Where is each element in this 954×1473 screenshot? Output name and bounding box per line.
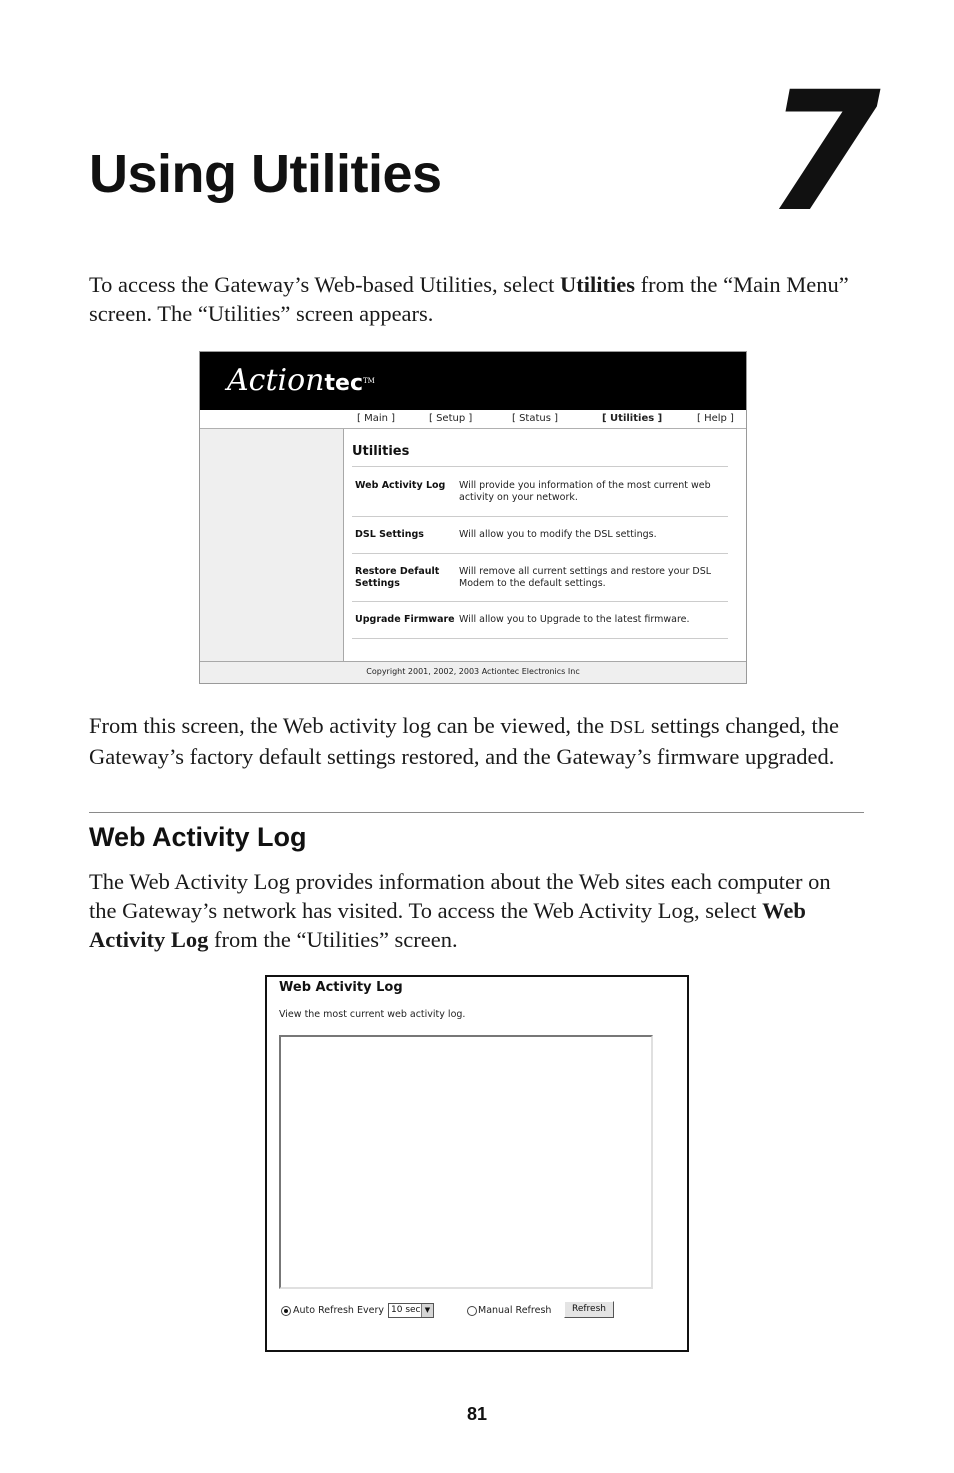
dsl-settings-desc: Will allow you to modify the DSL settings. bbox=[459, 529, 657, 540]
nav-status[interactable]: [ Status ] bbox=[512, 413, 559, 424]
utilities-heading: Utilities bbox=[352, 444, 410, 459]
log-textarea[interactable] bbox=[279, 1035, 653, 1289]
logo-script: Action bbox=[227, 363, 325, 398]
after-text-2: settings changed, the Gateway’s factory default settings restored, and the Gateway’s firmware upgraded. bbox=[89, 713, 839, 769]
section-divider bbox=[89, 812, 864, 813]
log-title: Web Activity Log bbox=[279, 980, 403, 995]
refresh-button[interactable]: Refresh bbox=[564, 1301, 614, 1318]
nav-setup[interactable]: [ Setup ] bbox=[429, 413, 473, 424]
rule bbox=[352, 466, 728, 467]
after-smallcaps: DSL bbox=[609, 717, 646, 737]
dropdown-arrow-icon: ▼ bbox=[421, 1304, 433, 1317]
chapter-title: Using Utilities bbox=[89, 144, 442, 204]
upgrade-firmware-desc: Will allow you to Upgrade to the latest firmware. bbox=[459, 614, 690, 625]
section-title: Web Activity Log bbox=[89, 822, 307, 852]
restore-default-desc: Will remove all current settings and restore your DSL Modem to the default settings. bbox=[459, 566, 712, 589]
nav-main[interactable]: [ Main ] bbox=[357, 413, 396, 424]
intro-bold: Utilities bbox=[560, 272, 636, 297]
manual-refresh-radio[interactable] bbox=[467, 1306, 477, 1316]
nav-utilities[interactable]: [ Utilities ] bbox=[602, 413, 663, 424]
chapter-number: 7 bbox=[766, 56, 881, 248]
logo-tm: TM bbox=[362, 377, 375, 385]
header-bar bbox=[200, 352, 746, 410]
nav-help[interactable]: [ Help ] bbox=[697, 413, 734, 424]
section-paragraph bbox=[89, 867, 849, 954]
interval-value: 10 sec bbox=[391, 1305, 421, 1315]
refresh-controls bbox=[281, 1303, 681, 1319]
restore-default-link[interactable]: Restore Default Settings bbox=[355, 566, 440, 589]
after-text-1: From this screen, the Web activity log can be viewed, the bbox=[89, 713, 610, 738]
log-subtitle: View the most current web activity log. bbox=[279, 1009, 466, 1020]
rule bbox=[352, 601, 728, 602]
footer bbox=[200, 661, 746, 684]
intro-text-2: from the “Main Menu” screen. The “Utilities” screen appears. bbox=[89, 272, 849, 326]
rule bbox=[352, 516, 728, 517]
after-screen-paragraph bbox=[89, 711, 869, 771]
section-bold: Web Activity Log bbox=[89, 898, 806, 952]
web-activity-log-link[interactable]: Web Activity Log bbox=[355, 480, 446, 491]
sidebar bbox=[200, 429, 344, 661]
intro-paragraph bbox=[89, 270, 869, 328]
web-activity-log-screenshot bbox=[265, 975, 689, 1352]
page-number: 81 bbox=[466, 1404, 488, 1424]
nav-bar bbox=[200, 410, 746, 429]
rule bbox=[352, 553, 728, 554]
section-text-1: The Web Activity Log provides information about the Web sites each computer on the Gateway’s network has visited. To access the Web Activity Log, select bbox=[89, 869, 831, 923]
manual-refresh-label: Manual Refresh bbox=[478, 1305, 552, 1316]
utilities-screenshot bbox=[199, 351, 747, 684]
refresh-interval-select[interactable] bbox=[388, 1303, 434, 1318]
actiontec-logo bbox=[227, 364, 375, 401]
auto-refresh-label: Auto Refresh Every bbox=[293, 1305, 384, 1316]
rule bbox=[352, 638, 728, 639]
upgrade-firmware-link[interactable]: Upgrade Firmware bbox=[355, 614, 455, 625]
dsl-settings-link[interactable]: DSL Settings bbox=[355, 529, 424, 540]
copyright: Copyright 2001, 2002, 2003 Actiontec Electronics Inc bbox=[366, 667, 580, 676]
intro-text-1: To access the Gateway’s Web-based Utilities, select bbox=[89, 272, 561, 297]
section-text-2: from the “Utilities” screen. bbox=[208, 927, 458, 952]
logo-bold: tec bbox=[324, 371, 363, 396]
web-activity-log-desc: Will provide you information of the most current web activity on your network. bbox=[459, 480, 711, 503]
auto-refresh-radio[interactable] bbox=[281, 1306, 291, 1316]
